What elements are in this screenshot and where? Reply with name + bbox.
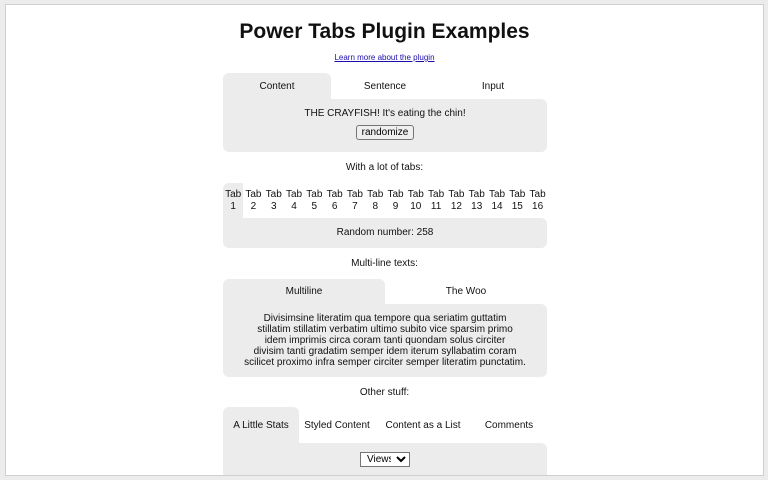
caption-many-tabs: With a lot of tabs: [345, 162, 424, 173]
tab-styled-content[interactable]: Styled Content [299, 407, 375, 443]
tab-number: 9 [392, 200, 399, 212]
tab-number: 3 [270, 200, 277, 212]
tab-word: Tab [488, 188, 506, 200]
tab-number: 8 [372, 200, 378, 212]
tab-bar-many [223, 183, 547, 218]
tab-9[interactable] [385, 183, 405, 218]
tab-1[interactable] [223, 183, 243, 218]
caption-multiline: Multi-line texts: [351, 258, 418, 269]
tab-word: Tab [448, 188, 465, 200]
tab-content-as-a-list[interactable]: Content as a List [375, 407, 471, 443]
tab-number: 2 [250, 200, 257, 212]
tab-5[interactable] [304, 183, 324, 218]
tab-bar [223, 407, 547, 443]
learn-more-row [6, 53, 763, 62]
tab-word: Tab [428, 188, 445, 200]
stats-select[interactable] [360, 452, 410, 467]
tab-multiline[interactable]: Multiline [223, 279, 385, 304]
tabs-example-multiline [223, 279, 547, 377]
tab-comments[interactable]: Comments [471, 407, 547, 443]
tab-number: 13 [471, 200, 483, 212]
tab-word: Tab [387, 188, 404, 200]
learn-more-link[interactable]: Learn more about the plugin [334, 53, 435, 62]
tab-3[interactable] [264, 183, 284, 218]
tab-word: Tab [509, 188, 526, 200]
tab-number: 16 [532, 200, 544, 212]
tab-number: 7 [352, 200, 358, 212]
tab-panel-content [223, 99, 547, 152]
tab-word: Tab [265, 188, 282, 200]
tab-input[interactable]: Input [439, 73, 547, 99]
tab-the-woo[interactable]: The Woo [385, 279, 547, 304]
tab-panel-random [223, 218, 547, 248]
text-line: divisim tanti gradatim semper idem iterum syllabatim coram [253, 346, 517, 357]
tab-11[interactable] [426, 183, 446, 218]
tab-number: 5 [311, 200, 318, 212]
tab-a-little-stats[interactable]: A Little Stats [223, 407, 299, 443]
tab-number: 4 [291, 200, 297, 212]
tab-4[interactable] [284, 183, 304, 218]
tab-13[interactable] [467, 183, 487, 218]
tab-bar [223, 73, 547, 99]
tab-15[interactable] [507, 183, 527, 218]
tab-content[interactable]: Content [223, 73, 331, 99]
tab-word: Tab [306, 188, 323, 200]
random-number-text: Random number: 258 [336, 227, 434, 238]
tab-number: 6 [331, 200, 338, 212]
tab-7[interactable] [345, 183, 365, 218]
tab-word: Tab [529, 188, 546, 200]
tabs-example-basic [223, 73, 547, 152]
text-line: stillatim stillatim verbatim ultimo subito vice sparsim primo [257, 324, 513, 335]
tab-word: Tab [225, 188, 242, 200]
tab-10[interactable] [406, 183, 426, 218]
tab-number: 1 [230, 200, 236, 212]
tab-2[interactable] [243, 183, 263, 218]
tabs-example-many [223, 183, 547, 248]
tab-number: 15 [511, 200, 523, 212]
tab-word: Tab [468, 188, 485, 200]
tab-14[interactable] [487, 183, 507, 218]
page-title: Power Tabs Plugin Examples [239, 20, 530, 43]
text-line: Divisimsine literatim qua tempore qua seriatim guttatim [263, 313, 507, 324]
multiline-text [223, 313, 547, 368]
tab-word: Tab [367, 188, 384, 200]
tab-panel-multiline [223, 304, 547, 377]
tab-word: Tab [326, 188, 343, 200]
tab-word: Tab [245, 188, 262, 200]
tab-word: Tab [346, 188, 363, 200]
text-line: idem imprimis circa coram tanti quondam solus circiter [264, 335, 506, 346]
tab-number: 12 [450, 200, 462, 212]
randomize-button[interactable]: randomize [356, 125, 415, 140]
tab-panel-stats [223, 443, 547, 476]
tab-16[interactable] [527, 183, 547, 218]
sentence-text: THE CRAYFISH! It's eating the chin! [304, 108, 466, 119]
tab-number: 10 [410, 200, 422, 212]
tab-number: 14 [491, 200, 503, 212]
tab-12[interactable] [446, 183, 466, 218]
tabs-example-other [223, 407, 547, 476]
tab-bar [223, 279, 547, 304]
caption-other: Other stuff: [359, 387, 410, 398]
tab-8[interactable] [365, 183, 385, 218]
tab-word: Tab [285, 188, 303, 200]
tab-number: 11 [430, 200, 442, 212]
text-line: scilicet proximo infra semper circiter semper literatim punctatim. [244, 357, 526, 368]
page [5, 4, 764, 476]
tab-sentence[interactable]: Sentence [331, 73, 439, 99]
tab-6[interactable] [324, 183, 344, 218]
tab-word: Tab [407, 188, 424, 200]
